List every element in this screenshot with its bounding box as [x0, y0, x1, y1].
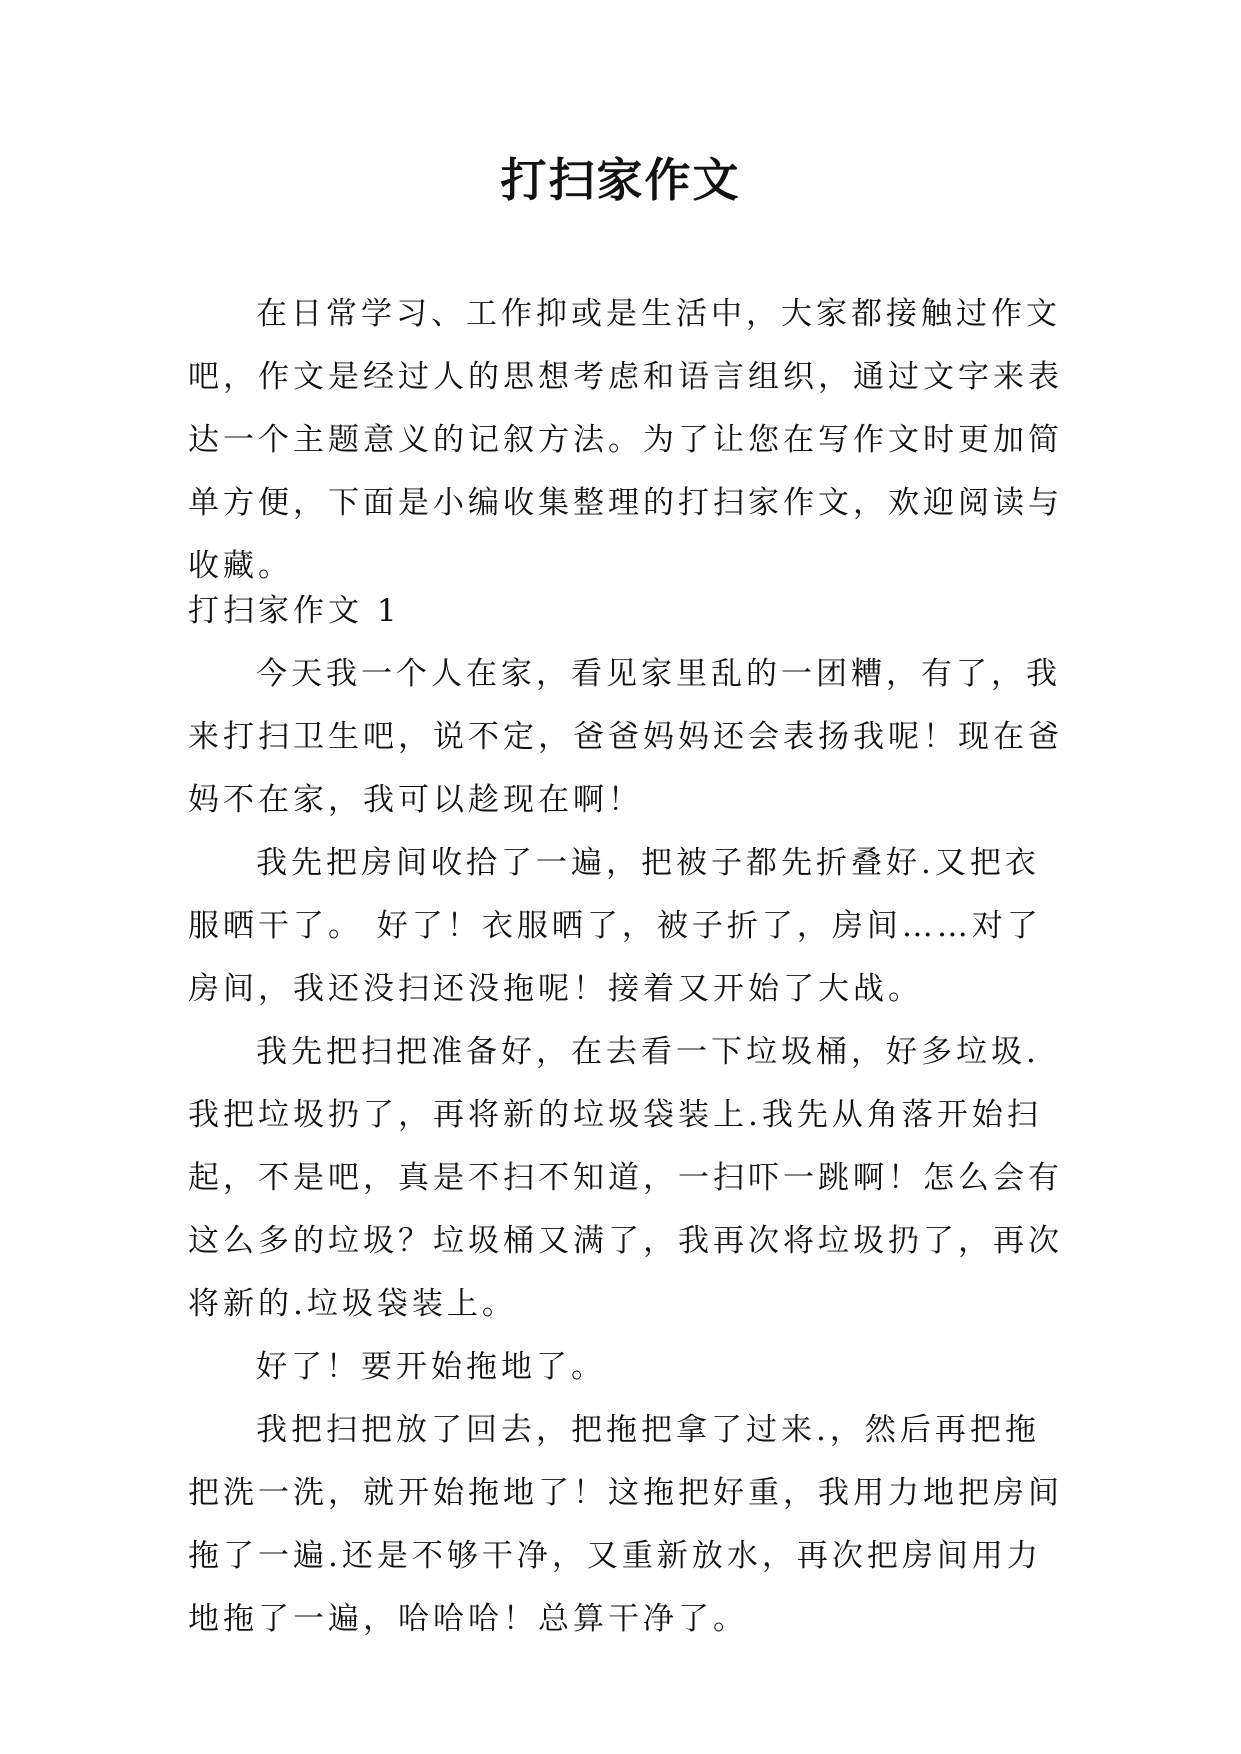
- essay-paragraph: 好了！要开始拖地了。: [256, 1349, 606, 1385]
- essay-section-1: [188, 580, 1068, 1651]
- essay-paragraph: 我先把房间收拾了一遍，把被子都先折叠好.又把衣服晒干了。 好了！衣服晒了，被子折了，房间……对了房间，我还没扫还没拖呢！接着又开始了大战。: [188, 845, 1042, 1007]
- section-heading: 打扫家作文 1: [188, 593, 401, 629]
- page-title: 打扫家作文: [500, 153, 741, 207]
- essay-paragraph: 今天我一个人在家，看见家里乱的一团糟，有了，我来打扫卫生吧，说不定，爸爸妈妈还会表扬我呢！现在爸妈不在家，我可以趁现在啊！: [188, 656, 1063, 818]
- intro-paragraph: 在日常学习、工作抑或是生活中，大家都接触过作文吧，作文是经过人的思想考虑和语言组织，通过文字来表达一个主题意义的记叙方法。为了让您在写作文时更加简单方便，下面是小编收集整理的打扫家作文，欢迎阅读与收藏。: [188, 296, 1063, 584]
- essay-paragraph: 我把扫把放了回去，把拖把拿了过来.，然后再把拖把洗一洗，就开始拖地了！这拖把好重，我用力地把房间拖了一遍.还是不够干净，又重新放水，再次把房间用力地拖了一遍，哈哈哈！总算干净了。: [188, 1412, 1063, 1637]
- essay-paragraph: 我先把扫把准备好，在去看一下垃圾桶，好多垃圾.我把垃圾扔了，再将新的垃圾袋装上.我先从角落开始扫起，不是吧，真是不扫不知道，一扫吓一跳啊！怎么会有这么多的垃圾？垃圾桶又满了，我再次将垃圾扔了，再次将新的.垃圾袋装上。: [188, 1034, 1063, 1322]
